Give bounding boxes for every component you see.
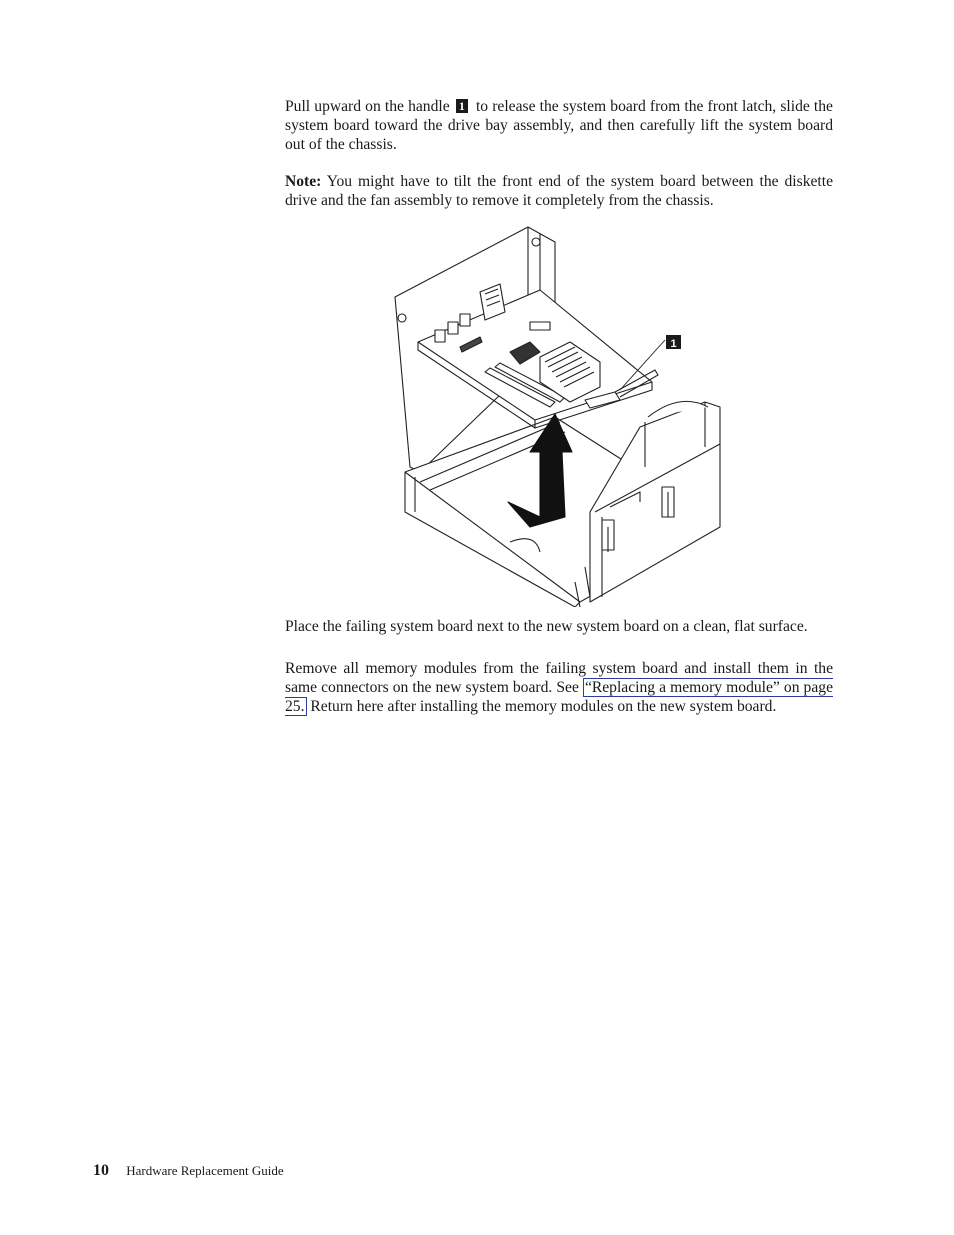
instruction-text-after: to release the system board from the front latch, slide the system board toward the drive bay assembly, and then carefully lift the system board out of the chassis.: [285, 98, 833, 153]
page-number: 10: [93, 1162, 109, 1179]
callout-badge: 1: [456, 99, 468, 113]
note-label: Note:: [285, 173, 322, 190]
note-paragraph: [285, 173, 833, 211]
remove-text-before: Remove all memory modules from the failing system board and install them in the same connectors on the new system board. See: [285, 660, 833, 696]
memory-module-link[interactable]: “Replacing a memory module” on page 25.: [285, 678, 833, 715]
instruction-text-before: Pull upward on the handle: [285, 98, 450, 115]
figure-callout: 1: [670, 338, 677, 350]
system-board-removal-illustration: [390, 222, 735, 607]
place-paragraph: Place the failing system board next to the new system board on a clean, flat surface.: [285, 618, 808, 635]
instruction-paragraph: [285, 98, 833, 154]
note-text: You might have to tilt the front end of the system board between the diskette drive and the fan assembly to remove it completely from the chassis.: [285, 173, 833, 209]
remove-paragraph: [285, 660, 833, 716]
page-footer: [93, 1162, 284, 1180]
footer-title: Hardware Replacement Guide: [126, 1163, 284, 1178]
remove-text-after: Return here after installing the memory modules on the new system board.: [310, 697, 777, 715]
